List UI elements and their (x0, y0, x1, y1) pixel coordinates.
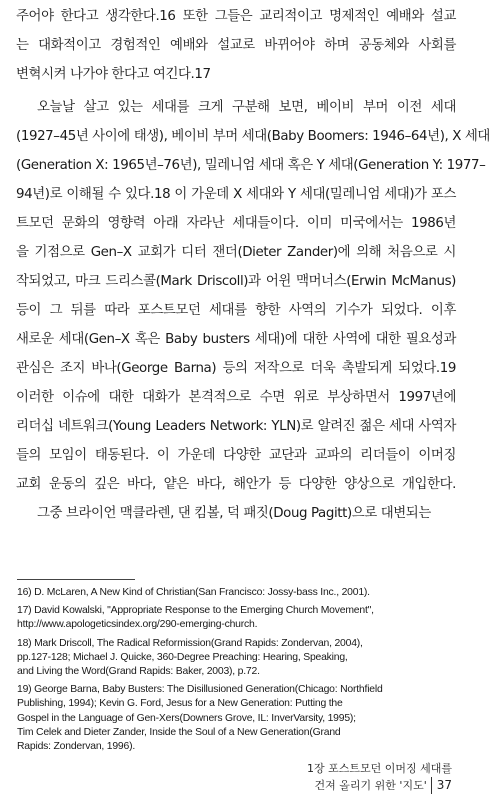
body-line: 는 대화적이고 경험적인 예배와 설교로 바뀌어야 하며 공동체와 사회를 (16, 38, 456, 53)
footnote-19 (17, 683, 449, 754)
body-line: 관심은 조지 바나(George Barna) 등의 저작으로 더욱 촉발되게 되었다.19 (16, 361, 456, 376)
footnote-line: Gospel in the Language of Gen-Xers(Downers Grove, IL: InverVarsity, 1995); (17, 712, 356, 724)
footnote-line: 19) George Barna, Baby Busters: The Disillusioned Generation(Chicago: Northfield (17, 684, 383, 696)
footnote-line: 16) D. McLaren, A New Kind of Christian(San Francisco: Jossy-bass Inc., 2001). (17, 587, 370, 598)
body-line: 트모던 문화의 영향력 아래 자라난 세대들이다. 이미 미국에서는 1986년 (16, 216, 456, 231)
body-line: 변혁시켜 나가야 한다고 여긴다.17 (16, 67, 211, 82)
chapter-title-row (307, 777, 452, 794)
footnote-18 (17, 637, 449, 680)
body-line: 새로운 세대(Gen–X 혹은 Baby busters 세대)에 대한 사역에 대한 필요성과 (16, 332, 456, 347)
body-line: (1927–45년 사이에 태생), 베이비 부머 세대(Baby Boomers: 1946–64년), X 세대 (16, 129, 490, 144)
body-line: 이러한 이슈에 대한 대화가 본격적으로 수면 위로 부상하면서 1997년에 (16, 390, 456, 405)
body-line: (Generation X: 1965년–76년), 밀레니엄 세대 혹은 Y 세대(Generation Y: 1977– (16, 158, 486, 173)
footnote-divider (17, 579, 135, 580)
footnote-17 (17, 604, 449, 632)
footnote-line: Rapids: Zondervan, 1996). (17, 741, 136, 753)
body-line: 교회 운동의 깊은 바다, 얕은 바다, 해안가 등 다양한 양상으로 개입한다. (16, 477, 456, 492)
body-line: 작되었고, 마크 드리스콜(Mark Driscoll)과 어윈 맥머너스(Erwin McManus) (16, 274, 456, 289)
footnote-line: Publishing, 1994); Kevin G. Ford, Jesus for a New Generation: Putting the (17, 698, 343, 710)
body-line: 등이 그 뒤를 따라 포스트모던 세대를 향한 사역의 기수가 되었다. 이후 (16, 303, 456, 318)
running-footer (307, 760, 452, 794)
body-line: 오늘날 살고 있는 세대를 크게 구분해 보면, 베이비 부머 이전 세대 (37, 100, 456, 115)
chapter-title-line: 건져 올리기 위한 '지도' (314, 779, 427, 792)
body-line: 리더십 네트워크(Young Leaders Network: YLN)로 알려진 젊은 세대 사역자 (16, 419, 456, 434)
chapter-title-line: 1장 포스트모던 이머징 세대를 (307, 762, 452, 775)
footnote-16 (17, 586, 449, 600)
footnote-line: Tim Celek and Dieter Zander, Inside the Soul of a New Generation(Grand (17, 726, 341, 738)
body-line: 그중 브라이언 맥클라렌, 댄 킴볼, 덕 패짓(Doug Pagitt)으로 대변되는 (37, 506, 431, 521)
body-text (16, 2, 490, 528)
footnotes (17, 586, 449, 758)
page-number: 37 (431, 777, 452, 794)
footnote-line: and Living the Word(Grand Rapids: Baker, 2003), p.72. (17, 666, 260, 678)
body-line: 주어야 한다고 생각한다.16 또한 그들은 교리적이고 명제적인 예배와 설교 (16, 9, 456, 24)
body-line: 을 기점으로 Gen–X 교회가 디터 잰더(Dieter Zander)에 의해 처음으로 시 (16, 245, 456, 260)
footnote-line: 17) David Kowalski, "Appropriate Response to the Emerging Church Movement", (17, 605, 374, 617)
body-line: 94년)로 이해될 수 있다.18 이 가운데 X 세대와 Y 세대(밀레니엄 세대)가 포스 (16, 187, 456, 202)
footnote-line: pp.127-128; Michael J. Quicke, 360-Degree Preaching: Hearing, Speaking, (17, 651, 348, 663)
footnote-line: http://www.apologeticsindex.org/290-emerging-church. (17, 619, 258, 631)
footnote-line: 18) Mark Driscoll, The Radical Reformission(Grand Rapids: Zondervan, 2004), (17, 637, 363, 649)
body-line: 들의 모임이 태동된다. 이 가운데 다양한 교단과 교파의 리더들이 이머징 (16, 448, 456, 463)
